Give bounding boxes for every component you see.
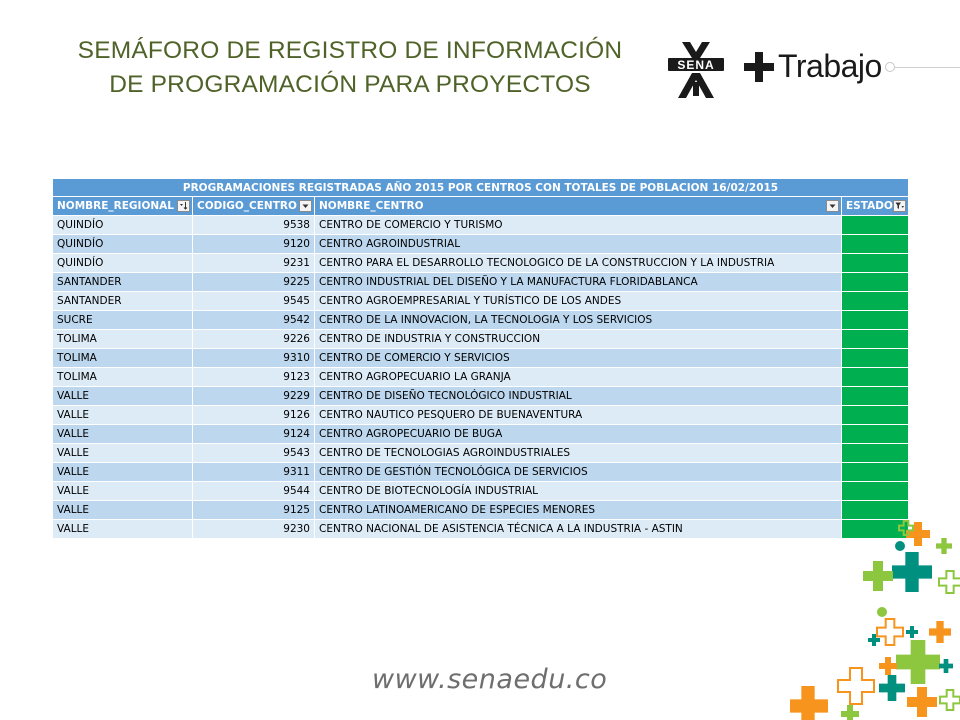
- decorative-plus-icon: [790, 686, 828, 720]
- cell-nombre-centro: CENTRO DE INDUSTRIA Y CONSTRUCCION: [315, 330, 842, 349]
- cell-codigo-centro: 9310: [193, 349, 315, 368]
- decorative-plus-icon: [906, 626, 918, 638]
- cell-estado: [842, 463, 909, 482]
- cell-codigo-centro: 9225: [193, 273, 315, 292]
- decorative-plus-pattern-icon: [790, 516, 960, 720]
- cell-nombre-centro: CENTRO INDUSTRIAL DEL DISEÑO Y LA MANUFACTURA FLORIDABLANCA: [315, 273, 842, 292]
- programaciones-table: [52, 178, 909, 539]
- cell-estado: [842, 235, 909, 254]
- cell-nombre-regional: SANTANDER: [53, 292, 193, 311]
- col-header-nombre-regional: [53, 197, 193, 216]
- decorative-plus-icon: [838, 668, 874, 704]
- cell-estado: [842, 482, 909, 501]
- title-line-2: DE PROGRAMACIÓN PARA PROYECTOS: [109, 71, 591, 98]
- table-row: [53, 235, 909, 254]
- cell-estado: [842, 368, 909, 387]
- cell-estado: [842, 292, 909, 311]
- table-row: [53, 520, 909, 539]
- col-header-label: ESTADO: [846, 200, 893, 212]
- table-row: [53, 273, 909, 292]
- cell-nombre-regional: TOLIMA: [53, 368, 193, 387]
- trabajo-logo: [744, 48, 882, 85]
- decorative-plus-icon: [907, 687, 937, 717]
- table-row: [53, 387, 909, 406]
- cell-codigo-centro: 9545: [193, 292, 315, 311]
- decorative-plus-icon: [879, 675, 905, 701]
- cell-estado: [842, 425, 909, 444]
- cell-nombre-centro: CENTRO DE COMERCIO Y SERVICIOS: [315, 349, 842, 368]
- cell-nombre-regional: VALLE: [53, 406, 193, 425]
- decorative-dot-icon: [895, 541, 905, 551]
- cell-codigo-centro: 9126: [193, 406, 315, 425]
- cell-nombre-regional: QUINDÍO: [53, 235, 193, 254]
- cell-nombre-centro: CENTRO DE DISEÑO TECNOLÓGICO INDUSTRIAL: [315, 387, 842, 406]
- table-row: [53, 330, 909, 349]
- cell-nombre-regional: TOLIMA: [53, 330, 193, 349]
- col-header-label: NOMBRE_REGIONAL: [57, 200, 174, 212]
- decorative-plus-icon: [936, 538, 952, 554]
- cell-codigo-centro: 9226: [193, 330, 315, 349]
- cell-codigo-centro: 9125: [193, 501, 315, 520]
- table-row: [53, 368, 909, 387]
- cell-nombre-centro: CENTRO DE COMERCIO Y TURISMO: [315, 216, 842, 235]
- cell-nombre-centro: CENTRO AGROEMPRESARIAL Y TURÍSTICO DE LOS ANDES: [315, 292, 842, 311]
- cell-nombre-centro: CENTRO LATINOAMERICANO DE ESPECIES MENORES: [315, 501, 842, 520]
- sena-logo-icon: [664, 38, 728, 100]
- table-banner: PROGRAMACIONES REGISTRADAS AÑO 2015 POR CENTROS CON TOTALES DE POBLACION 16/02/2015: [53, 179, 909, 197]
- col-header-estado: [842, 197, 909, 216]
- cell-estado: [842, 254, 909, 273]
- cell-codigo-centro: 9544: [193, 482, 315, 501]
- cell-nombre-regional: VALLE: [53, 463, 193, 482]
- cell-codigo-centro: 9311: [193, 463, 315, 482]
- cell-nombre-regional: VALLE: [53, 425, 193, 444]
- table-row: [53, 216, 909, 235]
- cell-nombre-regional: QUINDÍO: [53, 216, 193, 235]
- table-row: [53, 425, 909, 444]
- cell-estado: [842, 273, 909, 292]
- decorative-plus-icon: [863, 561, 893, 591]
- table-banner-row: [53, 179, 909, 197]
- plus-icon: [744, 52, 774, 82]
- cell-codigo-centro: 9229: [193, 387, 315, 406]
- cell-estado: [842, 311, 909, 330]
- decorative-plus-icon: [877, 619, 903, 645]
- cell-nombre-centro: CENTRO NAUTICO PESQUERO DE BUENAVENTURA: [315, 406, 842, 425]
- cell-nombre-centro: CENTRO NACIONAL DE ASISTENCIA TÉCNICA A LA INDUSTRIA - ASTIN: [315, 520, 842, 539]
- decorative-plus-icon: [929, 621, 951, 643]
- table-row: [53, 254, 909, 273]
- cell-codigo-centro: 9230: [193, 520, 315, 539]
- cell-nombre-regional: QUINDÍO: [53, 254, 193, 273]
- cell-codigo-centro: 9542: [193, 311, 315, 330]
- cell-estado: [842, 387, 909, 406]
- cell-codigo-centro: 9231: [193, 254, 315, 273]
- col-header-codigo-centro: [193, 197, 315, 216]
- cell-nombre-centro: CENTRO DE BIOTECNOLOGÍA INDUSTRIAL: [315, 482, 842, 501]
- cell-codigo-centro: 9123: [193, 368, 315, 387]
- decorative-plus-icon: [892, 552, 932, 592]
- dropdown-icon[interactable]: [826, 200, 839, 212]
- decorative-plus-icon: [879, 657, 897, 675]
- table-row: [53, 501, 909, 520]
- cell-codigo-centro: 9120: [193, 235, 315, 254]
- col-header-label: NOMBRE_CENTRO: [319, 200, 424, 212]
- decorative-plus-icon: [940, 690, 960, 710]
- table-header-row: [53, 197, 909, 216]
- cell-nombre-regional: VALLE: [53, 501, 193, 520]
- sort-filter-icon[interactable]: [177, 200, 190, 212]
- cell-nombre-regional: SANTANDER: [53, 273, 193, 292]
- decorative-dot-icon: [877, 607, 887, 617]
- cell-nombre-regional: TOLIMA: [53, 349, 193, 368]
- cell-nombre-centro: CENTRO DE LA INNOVACION, LA TECNOLOGIA Y LOS SERVICIOS: [315, 311, 842, 330]
- table-row: [53, 292, 909, 311]
- cell-estado: [842, 349, 909, 368]
- decorative-plus-icon: [896, 640, 940, 684]
- table-row: [53, 444, 909, 463]
- col-header-nombre-centro: [315, 197, 842, 216]
- table-row: [53, 311, 909, 330]
- title-line-1: SEMÁFORO DE REGISTRO DE INFORMACIÓN: [77, 37, 623, 64]
- col-header-label: CODIGO_CENTRO: [197, 200, 297, 212]
- table-row: [53, 349, 909, 368]
- logo-area: [662, 38, 960, 100]
- dropdown-icon[interactable]: [299, 200, 312, 212]
- cell-nombre-centro: CENTRO PARA EL DESARROLLO TECNOLOGICO DE LA CONSTRUCCION Y LA INDUSTRIA: [315, 254, 842, 273]
- cell-estado: [842, 216, 909, 235]
- cell-codigo-centro: 9124: [193, 425, 315, 444]
- table-row: [53, 406, 909, 425]
- cell-nombre-centro: CENTRO AGROINDUSTRIAL: [315, 235, 842, 254]
- trabajo-logo-text: Trabajo: [778, 48, 882, 84]
- cell-nombre-regional: VALLE: [53, 482, 193, 501]
- cell-nombre-centro: CENTRO DE GESTIÓN TECNOLÓGICA DE SERVICIOS: [315, 463, 842, 482]
- page-title: [40, 34, 660, 102]
- table-row: [53, 463, 909, 482]
- cell-estado: [842, 330, 909, 349]
- cell-nombre-centro: CENTRO AGROPECUARIO LA GRANJA: [315, 368, 842, 387]
- cell-nombre-centro: CENTRO AGROPECUARIO DE BUGA: [315, 425, 842, 444]
- footer-url: www.senaedu.co: [372, 664, 608, 695]
- filter-active-icon[interactable]: [893, 200, 906, 212]
- decorative-plus-icon: [939, 571, 960, 593]
- decorative-line: [894, 67, 960, 68]
- cell-estado: [842, 444, 909, 463]
- cell-nombre-regional: VALLE: [53, 444, 193, 463]
- cell-codigo-centro: 9543: [193, 444, 315, 463]
- cell-estado: [842, 406, 909, 425]
- cell-nombre-regional: VALLE: [53, 387, 193, 406]
- table-row: [53, 482, 909, 501]
- cell-nombre-regional: SUCRE: [53, 311, 193, 330]
- cell-nombre-centro: CENTRO DE TECNOLOGIAS AGROINDUSTRIALES: [315, 444, 842, 463]
- sena-logo-text: SENA: [677, 58, 715, 72]
- cell-nombre-regional: VALLE: [53, 520, 193, 539]
- decorative-plus-icon: [841, 705, 859, 720]
- decorative-plus-icon: [939, 659, 953, 673]
- cell-codigo-centro: 9538: [193, 216, 315, 235]
